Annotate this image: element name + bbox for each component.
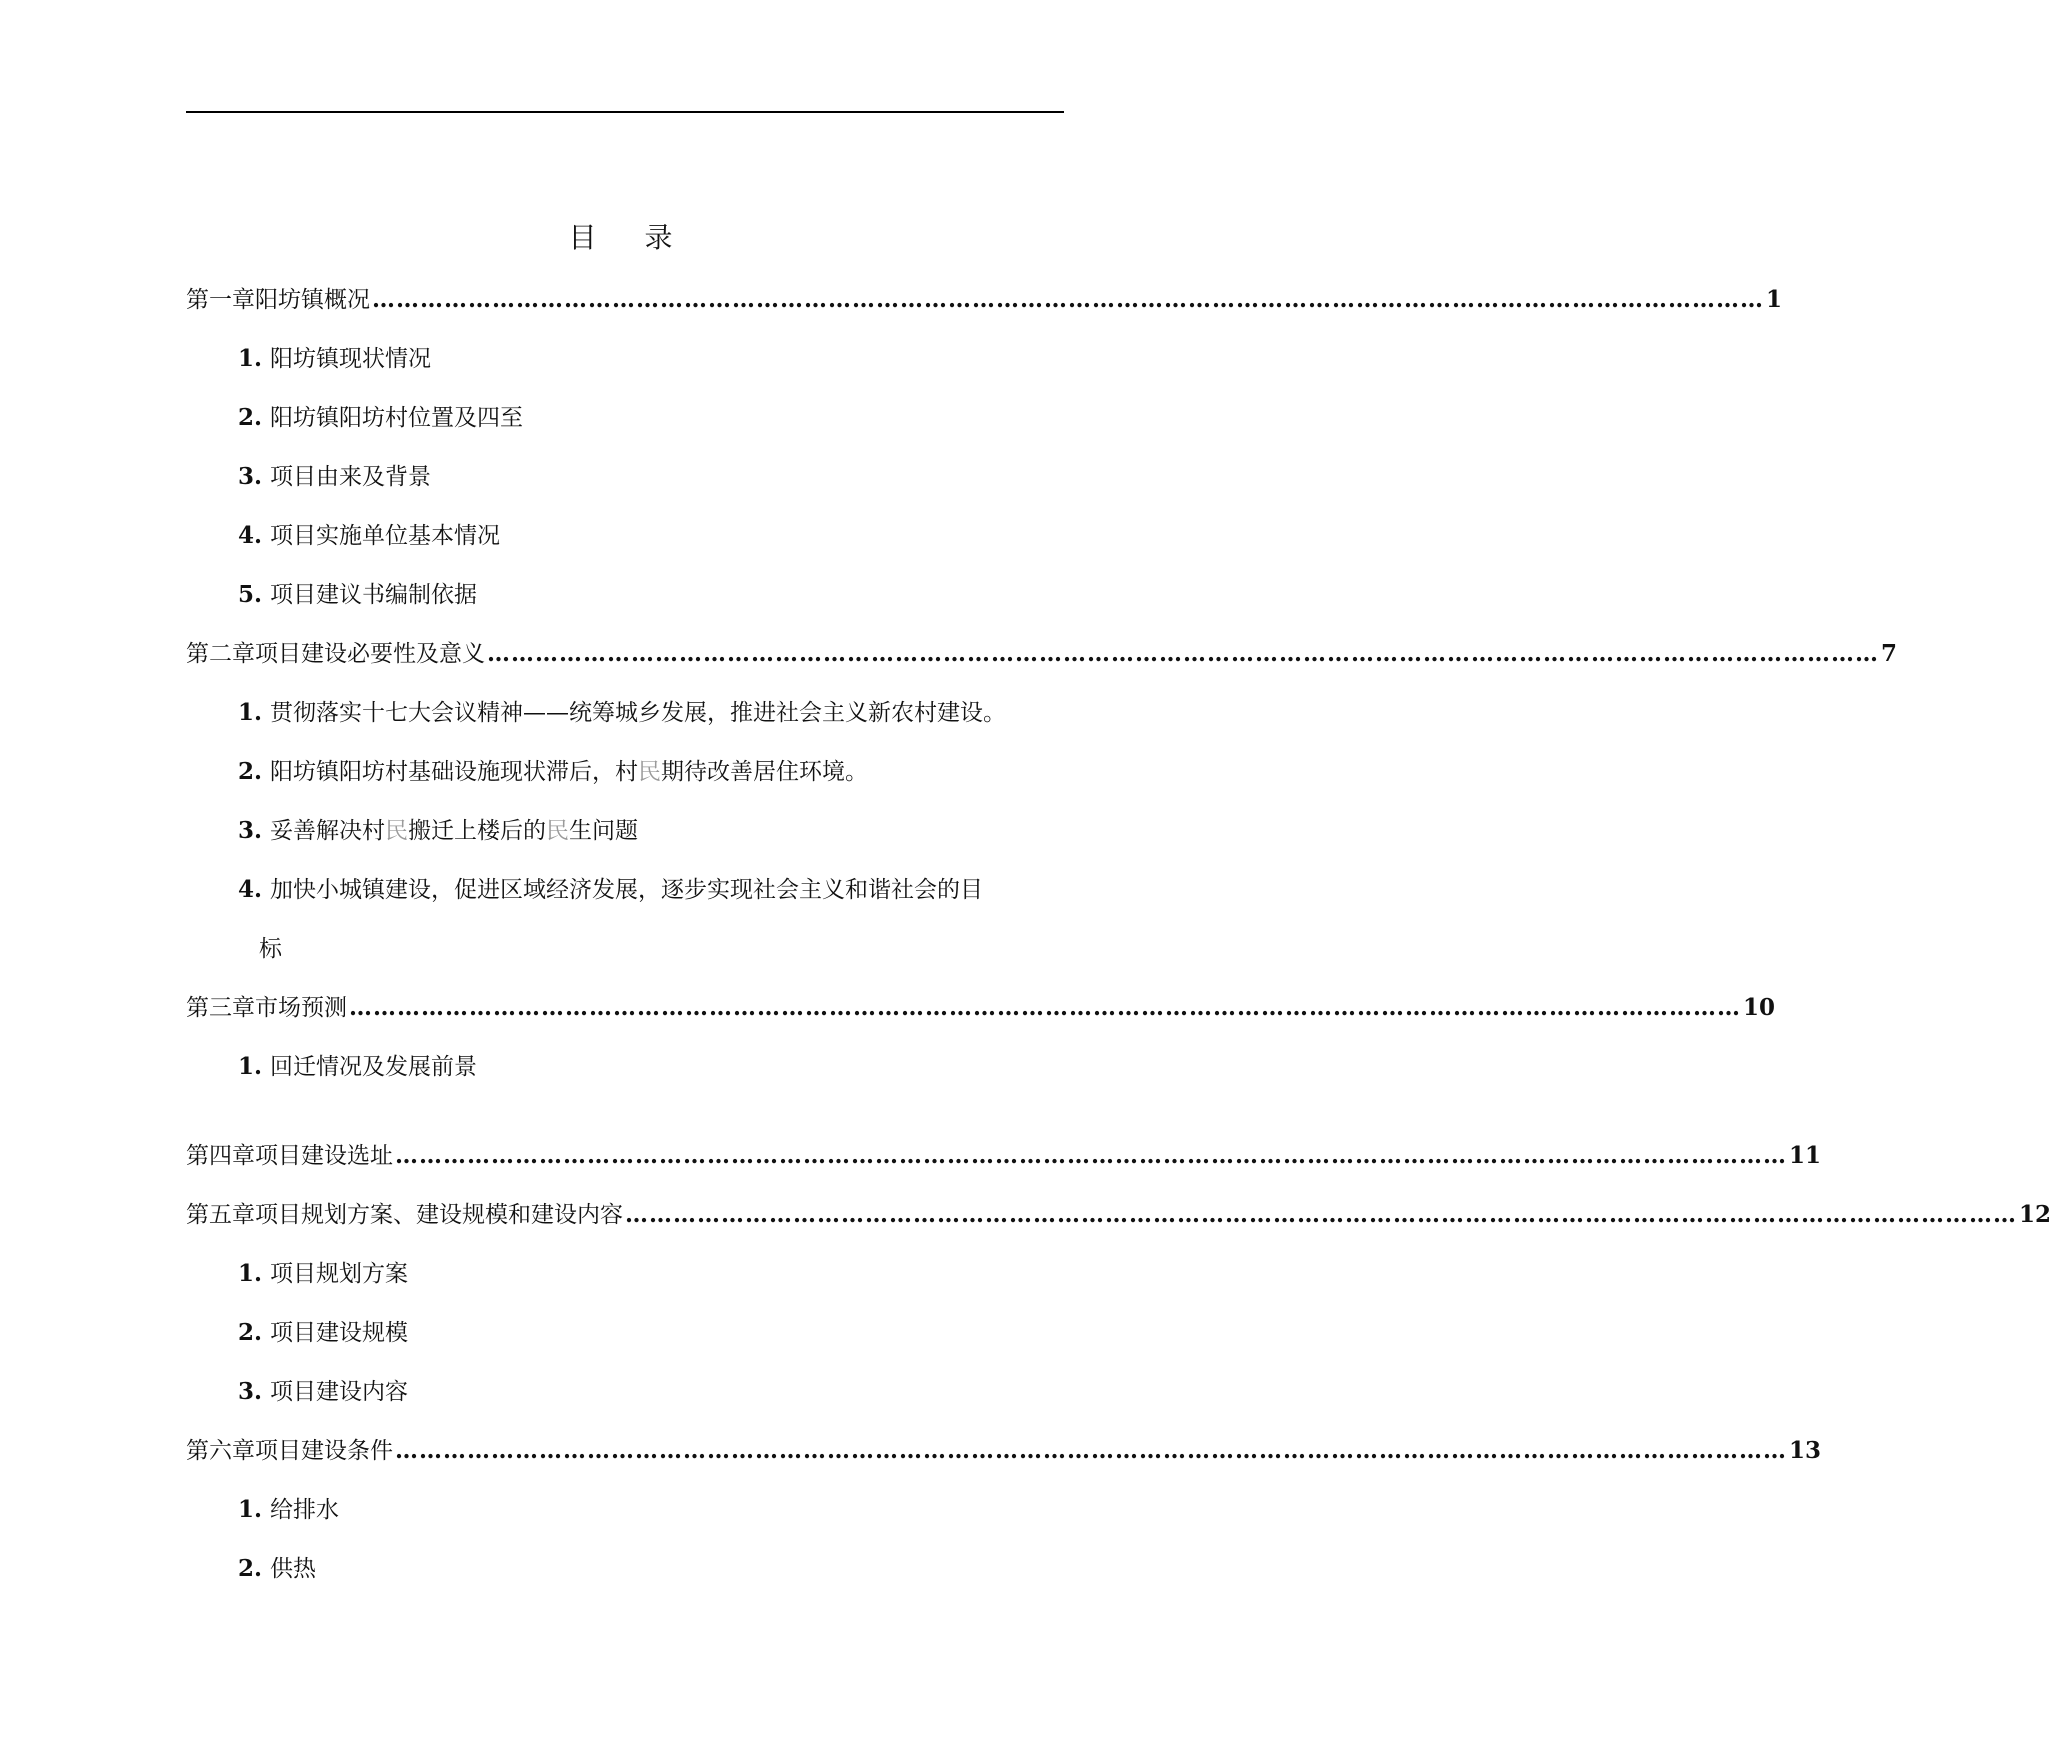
chapter-page-number: 12 [2019,1201,2051,1228]
chapter-label: 第五章 [186,1202,255,1228]
header-rule [186,111,1064,113]
toc-item[interactable] [238,402,523,434]
toc-item[interactable] [238,579,477,611]
chapter-title: 项目规划方案、建设规模和建设内容 [255,1202,623,1228]
item-text: 项目建设内容 [270,1379,409,1405]
item-text: 阳坊镇现状情况 [270,346,432,372]
item-text: 加快小城镇建设，促进区域经济发展，逐步实现社会主义和谐社会的目 [270,877,984,903]
chapter-label: 第三章 [186,995,255,1021]
dot-leader: ………………………………………………………………………………………………………………………………………………………… [487,640,1879,667]
item-text: 项目建设规模 [270,1320,409,1346]
chapter-label: 第二章 [186,641,255,667]
dot-leader: ………………………………………………………………………………………………………………………………………………………… [349,994,1741,1021]
toc-item-continuation [259,933,282,965]
chapter-page-number: 7 [1881,640,1898,667]
toc-chapter-4[interactable] [186,1140,1822,1172]
chapter-title: 项目建设选址 [255,1143,393,1169]
toc-chapter-5[interactable] [186,1199,2051,1231]
item-text: 项目规划方案 [270,1261,409,1287]
toc-title-part1: 目 [568,221,597,254]
toc-title [0,220,1241,256]
chapter-page-number: 1 [1766,286,1783,313]
toc-chapter-3[interactable] [186,992,1776,1024]
item-number: 4. [238,522,263,549]
toc-item[interactable] [238,697,1006,729]
item-text-faint: 民 [546,818,570,844]
item-text: 项目建议书编制依据 [270,582,478,608]
item-text: 回迁情况及发展前景 [270,1054,478,1080]
dot-leader: ………………………………………………………………………………………………………………………………………………………… [372,286,1764,313]
toc-item[interactable] [238,461,431,493]
item-number: 5. [238,581,263,608]
item-text: 贯彻落实十七大会议精神——统筹城乡发展，推进社会主义新农村建设。 [270,700,1007,726]
item-text: 项目实施单位基本情况 [270,523,501,549]
item-text: 给排水 [270,1497,340,1523]
item-number: 4. [238,876,263,903]
item-text: 阳坊镇阳坊村位置及四至 [270,405,524,431]
item-number: 1. [238,1260,263,1287]
item-text: 生问题 [569,818,639,844]
chapter-page-number: 11 [1789,1142,1822,1169]
item-text: 妥善解决村 [270,818,386,844]
toc-item[interactable] [238,756,868,788]
toc-chapter-2[interactable] [186,638,1898,670]
item-number: 2. [238,404,263,431]
item-text: 项目由来及背景 [270,464,432,490]
item-text: 供热 [270,1556,317,1582]
item-number: 1. [238,1053,263,1080]
dot-leader: ………………………………………………………………………………………………………………………………………………………… [395,1142,1787,1169]
toc-title-part2: 录 [644,221,673,254]
toc-item[interactable] [238,1376,408,1408]
toc-chapter-1[interactable] [186,284,1783,316]
dot-leader: ………………………………………………………………………………………………………………………………………………………… [625,1201,2017,1228]
chapter-label: 第六章 [186,1438,255,1464]
chapter-label: 第四章 [186,1143,255,1169]
item-text: 阳坊镇阳坊村基础设施现状滞后，村 [270,759,639,785]
item-text: 搬迁上楼后的 [408,818,547,844]
dot-leader: ………………………………………………………………………………………………………………………………………………………… [395,1437,1787,1464]
item-number: 2. [238,1555,263,1582]
chapter-page-number: 10 [1743,994,1776,1021]
chapter-label: 第一章 [186,287,255,313]
item-number: 3. [238,1378,263,1405]
item-text: 期待改善居住环境。 [661,759,869,785]
toc-item[interactable] [238,1317,408,1349]
item-text: 标 [259,936,282,962]
item-text-faint: 民 [385,818,409,844]
chapter-title: 项目建设必要性及意义 [255,641,485,667]
toc-item[interactable] [238,343,431,375]
toc-item[interactable] [238,1258,408,1290]
chapter-title: 项目建设条件 [255,1438,393,1464]
item-number: 2. [238,758,263,785]
toc-chapter-6[interactable] [186,1435,1822,1467]
chapter-title: 市场预测 [255,995,347,1021]
toc-item[interactable] [238,1051,477,1083]
toc-item[interactable] [238,874,983,906]
toc-item[interactable] [238,1553,316,1585]
chapter-page-number: 13 [1789,1437,1822,1464]
item-number: 1. [238,1496,263,1523]
item-number: 2. [238,1319,263,1346]
toc-item[interactable] [238,1494,339,1526]
chapter-title: 阳坊镇概况 [255,287,370,313]
item-text-faint: 民 [638,759,662,785]
toc-item[interactable] [238,815,638,847]
item-number: 1. [238,345,263,372]
toc-item[interactable] [238,520,500,552]
item-number: 3. [238,817,263,844]
item-number: 3. [238,463,263,490]
item-number: 1. [238,699,263,726]
